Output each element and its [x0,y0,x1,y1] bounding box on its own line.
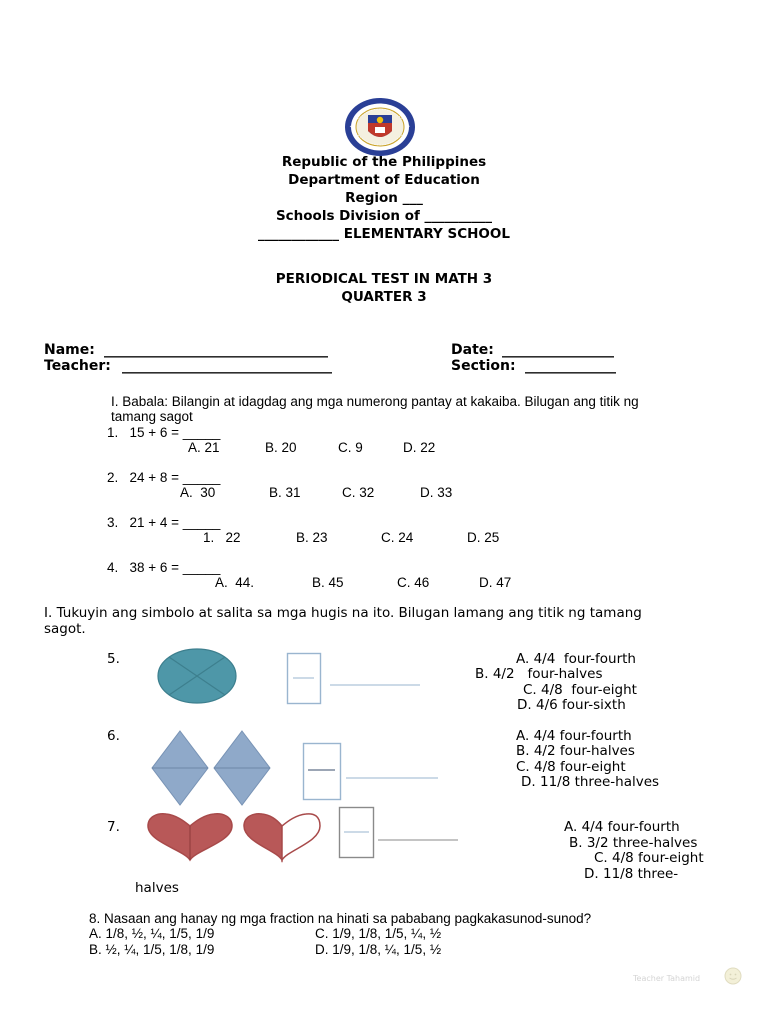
teacher-field[interactable]: ______________________________ [122,358,332,374]
q7-heart-figure [144,812,324,864]
q7-option-a[interactable]: A. 4/4 four-fourth [564,819,680,835]
q6-option-d[interactable]: D. 11/8 three-halves [521,774,660,790]
q2-option-c[interactable]: C. 32 [342,485,375,500]
q2-option-d[interactable]: D. 33 [420,485,453,500]
test-title: PERIODICAL TEST IN MATH 3 [275,271,493,287]
q5-number: 5. [107,651,120,667]
smiley-icon [724,967,742,985]
q7-number: 7. [107,819,120,835]
deped-seal-logo [344,97,416,157]
q2-stem: 2. 24 + 8 = _____ [107,470,221,485]
q1-stem: 1. 15 + 6 = _____ [107,425,221,440]
q8-option-b[interactable]: B. ½, ¼, 1/5, 1/8, 1/9 [89,942,215,957]
q1-option-d[interactable]: D. 22 [403,440,436,455]
q8-option-c[interactable]: C. 1/9, 1/8, 1/5, ¼, ½ [315,926,442,941]
q7-option-d-continued: halves [135,880,179,896]
q6-option-a[interactable]: A. 4/4 four-fourth [516,728,632,744]
date-field[interactable]: ________________ [502,342,614,358]
q4-option-a[interactable]: A. 44. [215,575,255,590]
q2-option-b[interactable]: B. 31 [269,485,301,500]
q6-option-c[interactable]: C. 4/8 four-eight [516,759,626,775]
q3-stem: 3. 21 + 4 = _____ [107,515,221,530]
section-field[interactable]: _____________ [525,358,616,374]
q7-fraction-box [338,806,462,860]
q5-option-c[interactable]: C. 4/8 four-eight [523,682,637,698]
q1-option-b[interactable]: B. 20 [265,440,297,455]
q6-option-b[interactable]: B. 4/2 four-halves [516,743,635,759]
q6-diamond-figure [150,730,274,806]
q1-option-c[interactable]: C. 9 [338,440,363,455]
q3-option-a[interactable]: 1. 22 [203,530,241,545]
q4-option-d[interactable]: D. 47 [479,575,512,590]
q6-fraction-box [302,742,442,802]
q5-option-b[interactable]: B. 4/2 four-halves [475,666,603,682]
watermark-text: Teacher Tahamid [633,974,701,983]
q8-option-d[interactable]: D. 1/9, 1/8, ¼, 1/5, ½ [315,942,442,957]
name-field[interactable]: ________________________________ [104,342,328,358]
header-division: Schools Division of __________ [275,208,493,224]
q7-option-c[interactable]: C. 4/8 four-eight [594,850,704,866]
part1-instruction-cont: tamang sagot [111,409,193,424]
q5-option-d[interactable]: D. 4/6 four-sixth [517,697,626,713]
header-region: Region ___ [345,190,423,206]
q7-option-b[interactable]: B. 3/2 three-halves [569,835,698,851]
test-quarter: QUARTER 3 [341,289,427,305]
q3-option-c[interactable]: C. 24 [381,530,414,545]
q5-circle-figure [156,647,238,705]
part1-instruction: I. Babala: Bilangin at idagdag ang mga numerong pantay at kakaiba. Bilugan ang titik ng [111,394,639,409]
q5-fraction-box [286,652,426,706]
header-department: Department of Education [288,172,480,188]
q6-number: 6. [107,728,120,744]
q4-stem: 4. 38 + 6 = _____ [107,560,221,575]
q8-stem: 8. Nasaan ang hanay ng mga fraction na hinati sa pababang pagkakasunod-sunod? [89,911,592,926]
q1-option-a[interactable]: A. 21 [188,440,220,455]
q4-option-b[interactable]: B. 45 [312,575,344,590]
q2-option-a[interactable]: A. 30 [180,485,216,500]
part2-instruction: I. Tukuyin ang simbolo at salita sa mga hugis na ito. Bilugan lamang ang titik ng tamang [44,605,642,621]
q8-option-a[interactable]: A. 1/8, ½, ¼, 1/5, 1/9 [89,926,215,941]
header-republic: Republic of the Philippines [281,154,487,170]
q4-option-c[interactable]: C. 46 [397,575,430,590]
q3-option-d[interactable]: D. 25 [467,530,500,545]
q5-option-a[interactable]: A. 4/4 four-fourth [516,651,636,667]
header-school: ____________ ELEMENTARY SCHOOL [258,226,510,242]
date-label: Date: [451,342,494,358]
section-label: Section: [451,358,516,374]
q3-option-b[interactable]: B. 23 [296,530,328,545]
name-label: Name: [44,342,95,358]
teacher-label: Teacher: [44,358,111,374]
q7-option-d[interactable]: D. 11/8 three- [584,866,679,882]
part2-instruction-cont: sagot. [44,621,86,637]
